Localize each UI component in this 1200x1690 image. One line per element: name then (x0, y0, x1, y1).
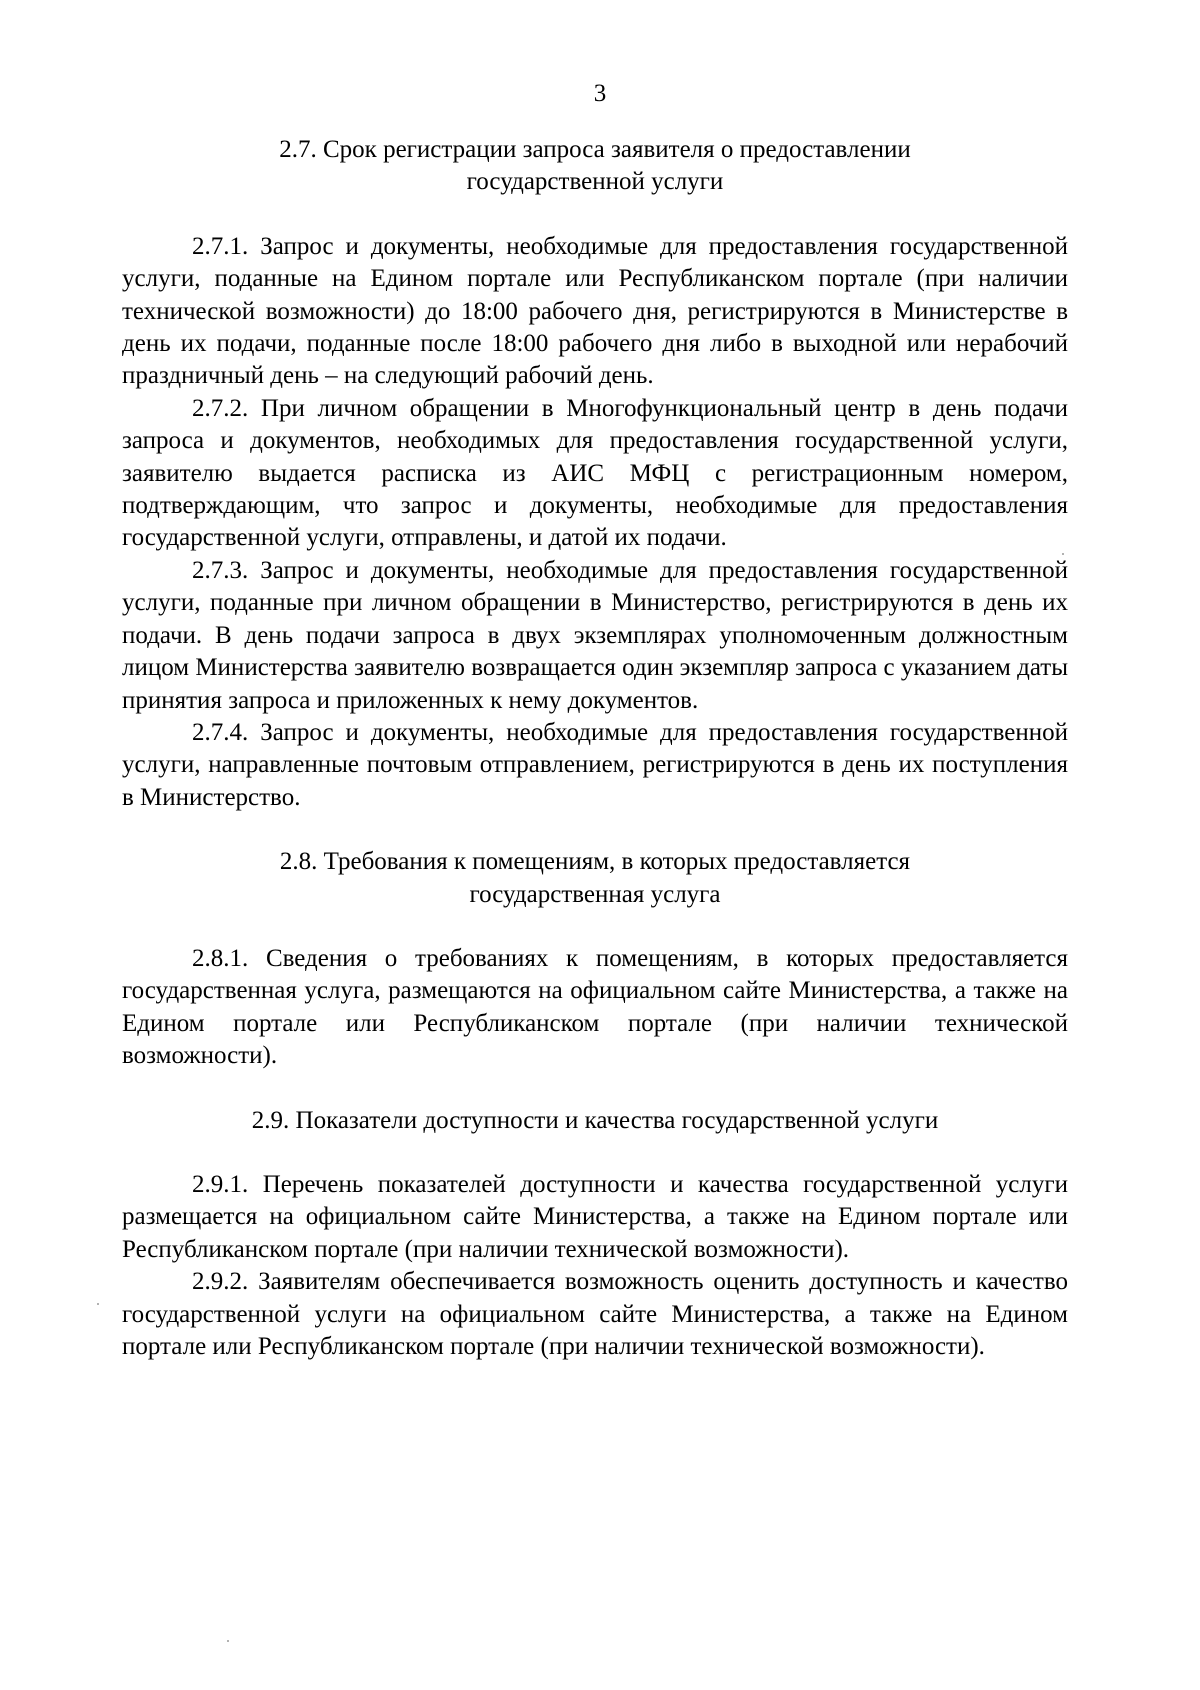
section-heading (122, 1105, 1068, 1137)
section-2-7 (122, 134, 1068, 814)
paragraph-2-8-1: 2.8.1. Сведения о требованиях к помещениям, в которых предоставляется государственная услуга, размещаются на официальном сайте Министерства, а также на Едином портале или Республиканском портале (при наличии технической возможности). (122, 944, 1068, 1070)
section-heading (122, 134, 1068, 199)
section-heading (122, 846, 1068, 911)
section-heading-line: 2.9. Показатели доступности и качества государственной услуги (251, 1106, 939, 1134)
paragraph-2-9-2: 2.9.2. Заявителям обеспечивается возможность оценить доступность и качество государственной услуги на официальном сайте Министерства, а также на Едином портале или Республиканском портале (при наличии технической возможности). (122, 1268, 1068, 1360)
section-heading-line: 2.8. Требования к помещениям, в которых предоставляется (279, 848, 911, 876)
paragraph-2-7-4: 2.7.4. Запрос и документы, необходимые для предоставления государственной услуги, направленные почтовым отправлением, регистрируются в день их поступления в Министерство. (122, 718, 1068, 811)
document-body (122, 134, 1068, 1363)
page-number: 3 (593, 80, 607, 107)
scan-speck (227, 1640, 229, 1642)
paragraph-2-9-1: 2.9.1. Перечень показателей доступности и качества государственной услуги размещается на официальном сайте Министерства, а также на Едином портале или Республиканском портале (при наличии технической возможности). (122, 1170, 1068, 1263)
section-heading-line: 2.7. Срок регистрации запроса заявителя о предоставлении (279, 136, 911, 163)
paragraph-2-7-3: 2.7.3. Запрос и документы, необходимые для предоставления государственной услуги, поданные при личном обращении в Министерство, регистрируются в день их подачи. В день подачи запроса в двух экземплярах уполномоченным должностным лицом Министерства заявителю возвращается один экземпляр запроса с указанием даты принятия запроса и приложенных к нему документов. (122, 556, 1068, 714)
section-2-9 (122, 1105, 1068, 1364)
section-heading-line: государственной услуги (466, 168, 724, 196)
paragraph-2-7-2: 2.7.2. При личном обращении в Многофункциональный центр в день подачи запроса и документов, необходимых для предоставления государственной услуги, заявителю выдается расписка из АИС МФЦ с регистрационным номером, подтверждающим, что запрос и документы, необходимые для предоставления государственной услуги, отправлены, и датой их подачи. (122, 394, 1068, 552)
scan-speck (97, 1303, 99, 1305)
section-heading-line: государственная услуга (469, 880, 721, 908)
paragraph-2-7-1: 2.7.1. Запрос и документы, необходимые для предоставления государственной услуги, поданные на Едином портале или Республиканском портале (при наличии технической возможности) до 18:00 рабочего дня, регистрируются в Министерстве в день их подачи, поданные после 18:00 рабочего дня либо в выходной или нерабочий праздничный день – на следующий рабочий день. (122, 232, 1068, 390)
section-2-8 (122, 846, 1068, 1072)
